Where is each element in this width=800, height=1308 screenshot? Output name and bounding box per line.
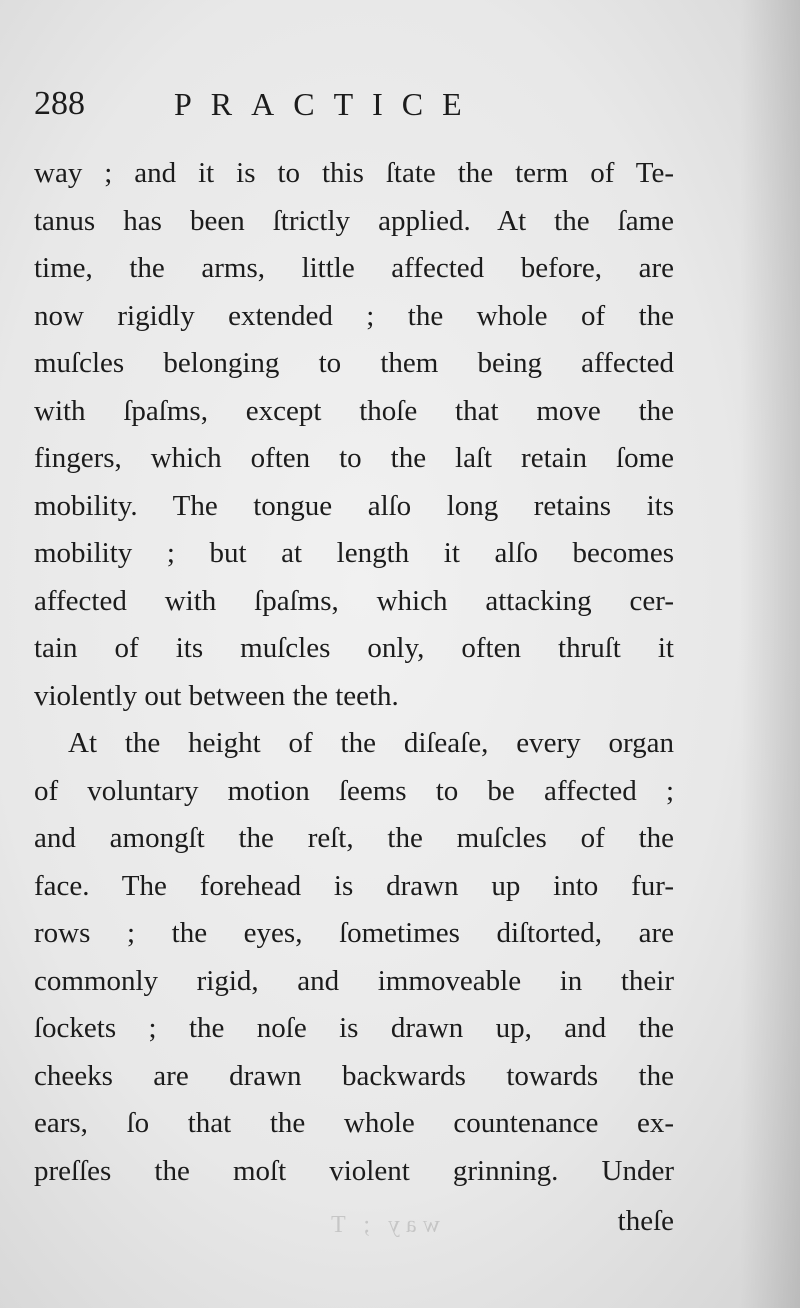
catchword: theſe	[617, 1205, 674, 1237]
text-line: ſockets ; the noſe is drawn up, and the	[34, 1012, 674, 1044]
text-line: fingers, which often to the laſt retain ſome	[34, 442, 674, 474]
text-line: mobility. The tongue alſo long retains its	[34, 489, 674, 522]
text-line: with ſpaſms, except thoſe that move the	[34, 394, 674, 427]
text-line: muſcles belonging to them being affected	[34, 347, 674, 379]
text-line: now rigidly extended ; the whole of the	[34, 299, 674, 332]
page-edge-shadow	[740, 0, 800, 1308]
text-line: face. The forehead is drawn up into fur-	[34, 869, 674, 902]
paragraph-start-line: At the height of the diſeaſe, every organ	[68, 727, 674, 759]
text-line: way ; and it is to this ſtate the term of Te-	[34, 157, 674, 189]
running-head: PRACTICE	[174, 86, 481, 122]
text-line: of voluntary motion ſeems to be affected ;	[34, 774, 674, 807]
text-line: violently out between the teeth.	[34, 679, 399, 712]
text-line: ears, ſo that the whole countenance ex-	[34, 1107, 674, 1139]
text-line: cheeks are drawn backwards towards the	[34, 1059, 674, 1092]
text-line: time, the arms, little affected before, are	[34, 252, 674, 284]
body-text	[34, 150, 674, 1195]
text-line: preſſes the moſt violent grinning. Under	[34, 1154, 674, 1187]
text-line: and amongſt the reſt, the muſcles of the	[34, 822, 674, 854]
page-number: 288	[34, 85, 85, 122]
text-line: commonly rigid, and immoveable in their	[34, 964, 674, 997]
bleed-through-text: way ; T	[325, 1212, 440, 1238]
page-header	[34, 84, 674, 124]
text-line: tanus has been ſtrictly applied. At the ſame	[34, 204, 674, 237]
text-line: rows ; the eyes, ſometimes diſtorted, are	[34, 917, 674, 949]
text-line: affected with ſpaſms, which attacking cer-	[34, 584, 674, 617]
text-line: tain of its muſcles only, often thruſt it	[34, 632, 674, 664]
text-line: mobility ; but at length it alſo becomes	[34, 537, 674, 569]
